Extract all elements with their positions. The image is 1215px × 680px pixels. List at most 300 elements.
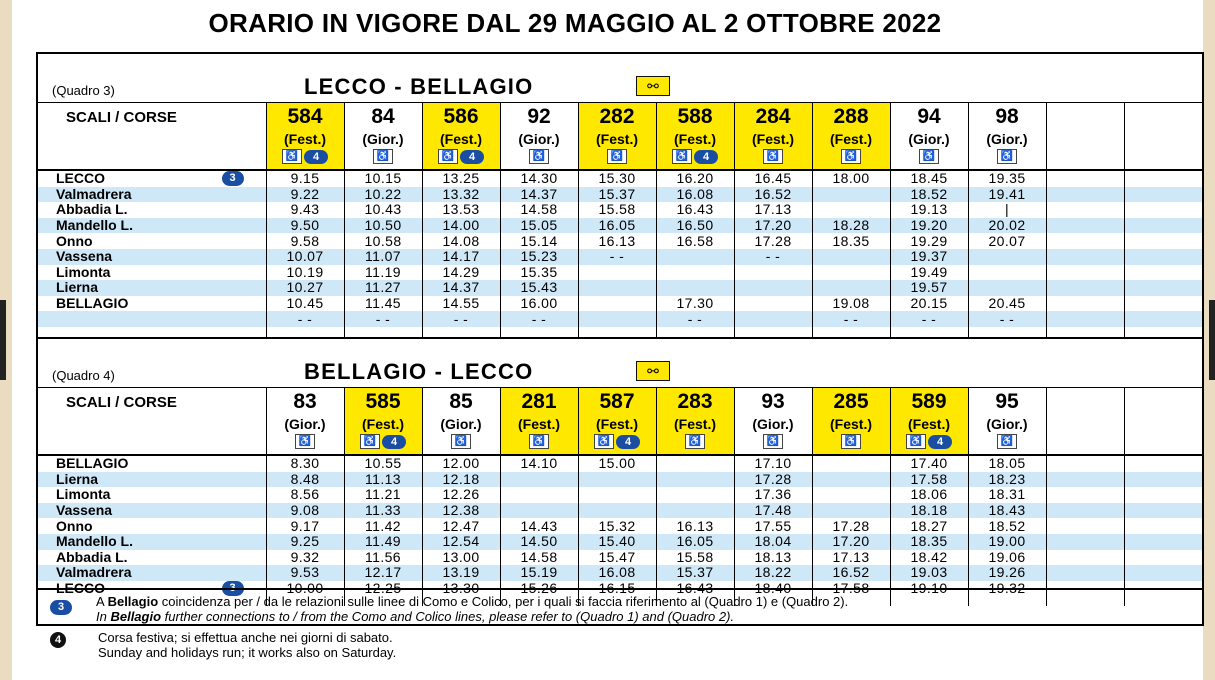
course-number: 282 <box>599 105 635 128</box>
time-cell: 8.56 <box>266 487 344 503</box>
scali-corse-label: SCALI / CORSE <box>38 103 266 171</box>
station-name <box>38 296 266 312</box>
station-name <box>38 311 266 327</box>
scali-corse-label: SCALI / CORSE <box>38 387 266 455</box>
time-cell: 14.10 <box>500 455 578 472</box>
table-row <box>38 550 1202 566</box>
time-cell <box>812 472 890 488</box>
time-cell: 19.37 <box>890 249 968 265</box>
time-cell <box>578 503 656 519</box>
time-cell: - - <box>734 249 812 265</box>
time-cell <box>812 503 890 519</box>
table-row <box>38 503 1202 519</box>
time-cell: 15.30 <box>578 170 656 187</box>
wheelchair-icon: ♿ <box>438 149 458 164</box>
badge-4-icon: 4 <box>694 150 718 164</box>
empty-column <box>1046 387 1124 455</box>
time-cell: 17.13 <box>734 202 812 218</box>
empty-cell <box>1124 487 1202 503</box>
course-day-type: (Fest.) <box>752 131 794 147</box>
time-cell: 18.05 <box>968 455 1046 472</box>
course-header <box>344 387 422 455</box>
time-cell: 10.45 <box>266 296 344 312</box>
table-row <box>38 487 1202 503</box>
course-number: 283 <box>677 389 713 413</box>
time-cell <box>656 472 734 488</box>
wheelchair-icon: ♿ <box>841 434 861 449</box>
empty-cell <box>1124 265 1202 281</box>
time-cell: 16.52 <box>812 565 890 581</box>
course-header <box>500 103 578 171</box>
time-cell: 18.27 <box>890 518 968 534</box>
time-cell: 13.00 <box>422 550 500 566</box>
wheelchair-icon: ♿ <box>607 149 627 164</box>
station-label: Abbadia L. <box>56 549 128 565</box>
spacer-cell <box>1124 327 1202 337</box>
time-cell: 18.40 <box>734 581 812 597</box>
time-cell <box>812 280 890 296</box>
wheelchair-icon: ♿ <box>906 434 926 449</box>
left-edge-mark <box>0 300 6 380</box>
spacer-cell <box>812 327 890 337</box>
course-day-type: (Fest.) <box>440 131 482 147</box>
course-icons <box>969 433 1046 449</box>
empty-cell <box>1124 218 1202 234</box>
badge-3-icon: 3 <box>50 600 72 615</box>
course-icons <box>345 148 422 164</box>
course-header <box>812 103 890 171</box>
course-icons <box>891 148 968 164</box>
course-header <box>266 387 344 455</box>
empty-cell <box>1046 187 1124 203</box>
time-cell: | <box>968 202 1046 218</box>
time-cell: 19.20 <box>890 218 968 234</box>
table-row <box>38 565 1202 581</box>
table-row <box>38 311 1202 327</box>
time-cell: 17.20 <box>734 218 812 234</box>
time-cell <box>734 296 812 312</box>
station-name <box>38 503 266 519</box>
station-label: Mandello L. <box>56 217 133 234</box>
empty-cell <box>1124 202 1202 218</box>
time-cell: 13.30 <box>422 581 500 597</box>
time-cell: 11.27 <box>344 280 422 296</box>
time-cell: 13.25 <box>422 170 500 187</box>
empty-cell <box>1124 565 1202 581</box>
time-cell: 9.50 <box>266 218 344 234</box>
time-cell <box>734 311 812 327</box>
table-row <box>38 187 1202 203</box>
station-name <box>38 550 266 566</box>
course-day-type: (Fest.) <box>284 131 326 147</box>
station-label: BELLAGIO <box>56 455 129 472</box>
course-header <box>266 103 344 171</box>
time-cell: 14.37 <box>422 280 500 296</box>
course-header <box>656 103 734 171</box>
time-cell: 15.35 <box>500 265 578 281</box>
quadro3-table <box>38 54 1202 337</box>
spacer-cell <box>578 327 656 337</box>
empty-cell <box>1046 296 1124 312</box>
time-cell: 15.43 <box>500 280 578 296</box>
badge-4-icon: 4 <box>616 435 640 449</box>
course-day-type: (Gior.) <box>440 415 482 432</box>
course-day-type: (Gior.) <box>986 415 1028 432</box>
table-row <box>38 218 1202 234</box>
time-cell: 16.08 <box>656 187 734 203</box>
time-cell: 10.43 <box>344 202 422 218</box>
timetable-sections <box>38 54 1202 606</box>
empty-cell <box>1046 280 1124 296</box>
time-cell: 9.08 <box>266 503 344 519</box>
course-header <box>890 103 968 171</box>
station-name <box>38 233 266 249</box>
spacer-cell <box>656 327 734 337</box>
station-name <box>38 518 266 534</box>
empty-column <box>1124 103 1202 171</box>
station-name <box>38 455 266 472</box>
wheelchair-icon: ♿ <box>672 149 692 164</box>
time-cell: 14.08 <box>422 233 500 249</box>
course-header <box>422 103 500 171</box>
time-cell: 15.05 <box>500 218 578 234</box>
wheelchair-icon: ♿ <box>919 149 939 164</box>
course-day-type: (Fest.) <box>362 415 404 432</box>
course-header <box>968 103 1046 171</box>
course-icons <box>657 148 734 164</box>
time-cell: 17.58 <box>812 581 890 597</box>
time-cell: 16.00 <box>500 296 578 312</box>
time-cell: 17.28 <box>734 472 812 488</box>
empty-cell <box>1046 249 1124 265</box>
time-cell: 11.42 <box>344 518 422 534</box>
time-cell: 10.27 <box>266 280 344 296</box>
course-number: 589 <box>911 389 947 413</box>
time-cell: 19.57 <box>890 280 968 296</box>
time-cell <box>812 265 890 281</box>
spacer-cell <box>266 327 344 337</box>
time-cell: 18.52 <box>968 518 1046 534</box>
empty-cell <box>1124 280 1202 296</box>
quadro3-label: (Quadro 3) <box>52 83 115 98</box>
time-cell: - - <box>968 311 1046 327</box>
station-label: Limonta <box>56 264 111 280</box>
time-cell: 11.49 <box>344 534 422 550</box>
station-label: Onno <box>56 518 93 534</box>
course-number: 83 <box>293 389 317 413</box>
wheelchair-icon: ♿ <box>997 434 1017 449</box>
course-day-type: (Gior.) <box>362 131 404 147</box>
time-cell <box>968 249 1046 265</box>
course-number: 284 <box>755 105 791 128</box>
footnote-3 <box>38 588 1202 624</box>
empty-cell <box>1046 550 1124 566</box>
course-icons <box>735 148 812 164</box>
time-cell: 8.48 <box>266 472 344 488</box>
bicycle-icon: ⚯ <box>636 76 670 96</box>
badge-4-icon: 4 <box>50 632 66 648</box>
time-cell: 9.32 <box>266 550 344 566</box>
empty-cell <box>1124 296 1202 312</box>
time-cell: 11.33 <box>344 503 422 519</box>
course-day-type: (Gior.) <box>284 415 326 432</box>
wheelchair-icon: ♿ <box>373 149 393 164</box>
badge-4-icon: 4 <box>928 435 952 449</box>
course-icons <box>501 433 578 449</box>
time-cell: - - <box>578 249 656 265</box>
empty-cell <box>1046 472 1124 488</box>
table-row <box>38 455 1202 472</box>
time-cell: 14.37 <box>500 187 578 203</box>
time-cell: 15.58 <box>656 550 734 566</box>
time-cell: 18.45 <box>890 170 968 187</box>
table-row <box>38 233 1202 249</box>
time-cell: 20.02 <box>968 218 1046 234</box>
time-cell: 17.20 <box>812 534 890 550</box>
empty-cell <box>1124 534 1202 550</box>
time-cell <box>812 202 890 218</box>
time-cell: 13.53 <box>422 202 500 218</box>
quadro4-route-title: BELLAGIO - LECCO <box>304 358 534 384</box>
time-cell: 18.22 <box>734 565 812 581</box>
spacer-cell <box>734 327 812 337</box>
time-cell: 11.13 <box>344 472 422 488</box>
station-label: LECCO <box>56 170 105 187</box>
time-cell: 19.10 <box>890 581 968 597</box>
time-cell: 17.36 <box>734 487 812 503</box>
time-cell: 14.30 <box>500 170 578 187</box>
time-cell: 10.55 <box>344 455 422 472</box>
table-row <box>38 296 1202 312</box>
time-cell: 15.37 <box>656 565 734 581</box>
time-cell: 18.52 <box>890 187 968 203</box>
empty-cell <box>1046 202 1124 218</box>
empty-cell <box>1124 249 1202 265</box>
empty-cell <box>1046 170 1124 187</box>
quadro4-table <box>38 339 1202 606</box>
station-name <box>38 487 266 503</box>
course-icons <box>345 433 422 449</box>
footnote-3-line2: In Bellagio further connections to / from the Como and Colico lines, please refer to (Quadro 1) and (Quadro 2). <box>96 609 735 624</box>
table-row <box>38 280 1202 296</box>
time-cell: - - <box>266 311 344 327</box>
time-cell: 14.58 <box>500 550 578 566</box>
quadro4-label: (Quadro 4) <box>52 367 115 383</box>
time-cell: 17.48 <box>734 503 812 519</box>
course-icons <box>423 148 500 164</box>
course-header <box>734 103 812 171</box>
spacer-cell <box>890 327 968 337</box>
time-cell <box>656 265 734 281</box>
station-label: Abbadia L. <box>56 202 128 218</box>
time-cell: 18.35 <box>812 233 890 249</box>
station-name <box>38 218 266 234</box>
spacer-cell <box>38 327 266 337</box>
course-number: 95 <box>995 389 1019 413</box>
time-cell <box>734 280 812 296</box>
bicycle-icon: ⚯ <box>636 361 670 381</box>
time-cell: 19.41 <box>968 187 1046 203</box>
course-number: 288 <box>833 105 869 128</box>
wheelchair-icon: ♿ <box>282 149 302 164</box>
time-cell: 10.07 <box>266 249 344 265</box>
time-cell: 14.00 <box>422 218 500 234</box>
course-icons <box>579 433 656 449</box>
time-cell: 20.07 <box>968 233 1046 249</box>
time-cell: 16.05 <box>578 218 656 234</box>
time-cell: 12.54 <box>422 534 500 550</box>
time-cell: 15.14 <box>500 233 578 249</box>
table-row <box>38 518 1202 534</box>
course-day-type: (Fest.) <box>596 415 638 432</box>
time-cell: 17.13 <box>812 550 890 566</box>
time-cell: 10.58 <box>344 233 422 249</box>
empty-cell <box>1046 565 1124 581</box>
empty-cell <box>1046 233 1124 249</box>
wheelchair-icon: ♿ <box>685 434 705 449</box>
time-cell: 10.19 <box>266 265 344 281</box>
wheelchair-icon: ♿ <box>295 434 315 449</box>
time-cell <box>500 472 578 488</box>
course-day-type: (Fest.) <box>674 415 716 432</box>
time-cell: 12.25 <box>344 581 422 597</box>
spacer-cell <box>344 327 422 337</box>
time-cell: 10.00 <box>266 581 344 597</box>
quadro3-route-title: LECCO - BELLAGIO <box>304 74 534 99</box>
course-day-type: (Fest.) <box>908 415 950 432</box>
course-day-type: (Gior.) <box>752 415 794 432</box>
time-cell: 12.17 <box>344 565 422 581</box>
time-cell: 16.08 <box>578 565 656 581</box>
time-cell: 11.45 <box>344 296 422 312</box>
time-cell: 19.49 <box>890 265 968 281</box>
empty-cell <box>1124 187 1202 203</box>
quadro4-section <box>38 337 1202 606</box>
time-cell: 15.58 <box>578 202 656 218</box>
time-cell: 14.43 <box>500 518 578 534</box>
footnote-4-line1: Corsa festiva; si effettua anche nei giorni di sabato. <box>98 630 393 645</box>
time-cell: 19.00 <box>968 534 1046 550</box>
time-cell: - - <box>890 311 968 327</box>
time-cell: 9.22 <box>266 187 344 203</box>
time-cell: 11.19 <box>344 265 422 281</box>
time-cell: 10.22 <box>344 187 422 203</box>
time-cell: 9.25 <box>266 534 344 550</box>
time-cell: 16.58 <box>656 233 734 249</box>
course-day-type: (Fest.) <box>830 415 872 432</box>
course-header <box>968 387 1046 455</box>
empty-cell <box>1124 550 1202 566</box>
spacer-cell <box>500 327 578 337</box>
empty-cell <box>1124 472 1202 488</box>
empty-column <box>1046 103 1124 171</box>
empty-cell <box>1046 487 1124 503</box>
empty-cell <box>1046 265 1124 281</box>
time-cell: 10.50 <box>344 218 422 234</box>
course-number: 92 <box>527 105 551 128</box>
empty-cell <box>1124 518 1202 534</box>
time-cell: 20.15 <box>890 296 968 312</box>
table-row <box>38 202 1202 218</box>
time-cell <box>656 487 734 503</box>
time-cell: 14.58 <box>500 202 578 218</box>
station-label: Vassena <box>56 502 113 519</box>
time-cell <box>578 311 656 327</box>
course-icons <box>267 148 344 164</box>
time-cell: 15.47 <box>578 550 656 566</box>
time-cell: 15.00 <box>578 455 656 472</box>
course-header <box>344 103 422 171</box>
empty-cell <box>1124 311 1202 327</box>
time-cell: 19.29 <box>890 233 968 249</box>
wheelchair-icon: ♿ <box>763 149 783 164</box>
station-label: Limonta <box>56 487 111 503</box>
time-cell: 12.26 <box>422 487 500 503</box>
time-cell <box>578 296 656 312</box>
time-cell: 11.07 <box>344 249 422 265</box>
table-row <box>38 472 1202 488</box>
time-cell: 12.38 <box>422 503 500 519</box>
time-cell: - - <box>812 311 890 327</box>
time-cell: 11.56 <box>344 550 422 566</box>
time-cell: 16.43 <box>656 581 734 597</box>
course-icons <box>501 148 578 164</box>
time-cell: 16.13 <box>578 233 656 249</box>
time-cell: - - <box>344 311 422 327</box>
time-cell: 16.13 <box>656 518 734 534</box>
course-number: 285 <box>833 389 869 413</box>
time-cell <box>656 280 734 296</box>
footnote-4 <box>50 630 396 660</box>
course-header <box>890 387 968 455</box>
time-cell: 15.19 <box>500 565 578 581</box>
station-name <box>38 265 266 281</box>
timetable-frame <box>36 52 1204 626</box>
station-label: Mandello L. <box>56 533 133 550</box>
time-cell <box>578 487 656 503</box>
course-number: 585 <box>365 389 401 413</box>
course-number: 281 <box>521 389 557 413</box>
table-row <box>38 170 1202 187</box>
course-day-type: (Gior.) <box>986 131 1028 147</box>
time-cell: 18.18 <box>890 503 968 519</box>
time-cell: 16.45 <box>734 170 812 187</box>
spacer-cell <box>968 327 1046 337</box>
time-cell: 17.28 <box>734 233 812 249</box>
wheelchair-icon: ♿ <box>997 149 1017 164</box>
time-cell: 18.28 <box>812 218 890 234</box>
time-cell: 18.06 <box>890 487 968 503</box>
station-label: LECCO <box>56 580 105 596</box>
station-name <box>38 565 266 581</box>
empty-cell <box>1124 170 1202 187</box>
station-name <box>38 280 266 296</box>
time-cell: 17.30 <box>656 296 734 312</box>
quadro3-section <box>38 54 1202 337</box>
empty-cell <box>1046 455 1124 472</box>
time-cell <box>656 503 734 519</box>
course-day-type: (Fest.) <box>674 131 716 147</box>
station-name <box>38 202 266 218</box>
empty-cell <box>1124 455 1202 472</box>
time-cell <box>500 487 578 503</box>
time-cell: 16.43 <box>656 202 734 218</box>
time-cell: 9.15 <box>266 170 344 187</box>
time-cell: 17.40 <box>890 455 968 472</box>
course-number: 94 <box>917 105 941 128</box>
wheelchair-icon: ♿ <box>360 434 380 449</box>
course-day-type: (Gior.) <box>908 131 950 147</box>
